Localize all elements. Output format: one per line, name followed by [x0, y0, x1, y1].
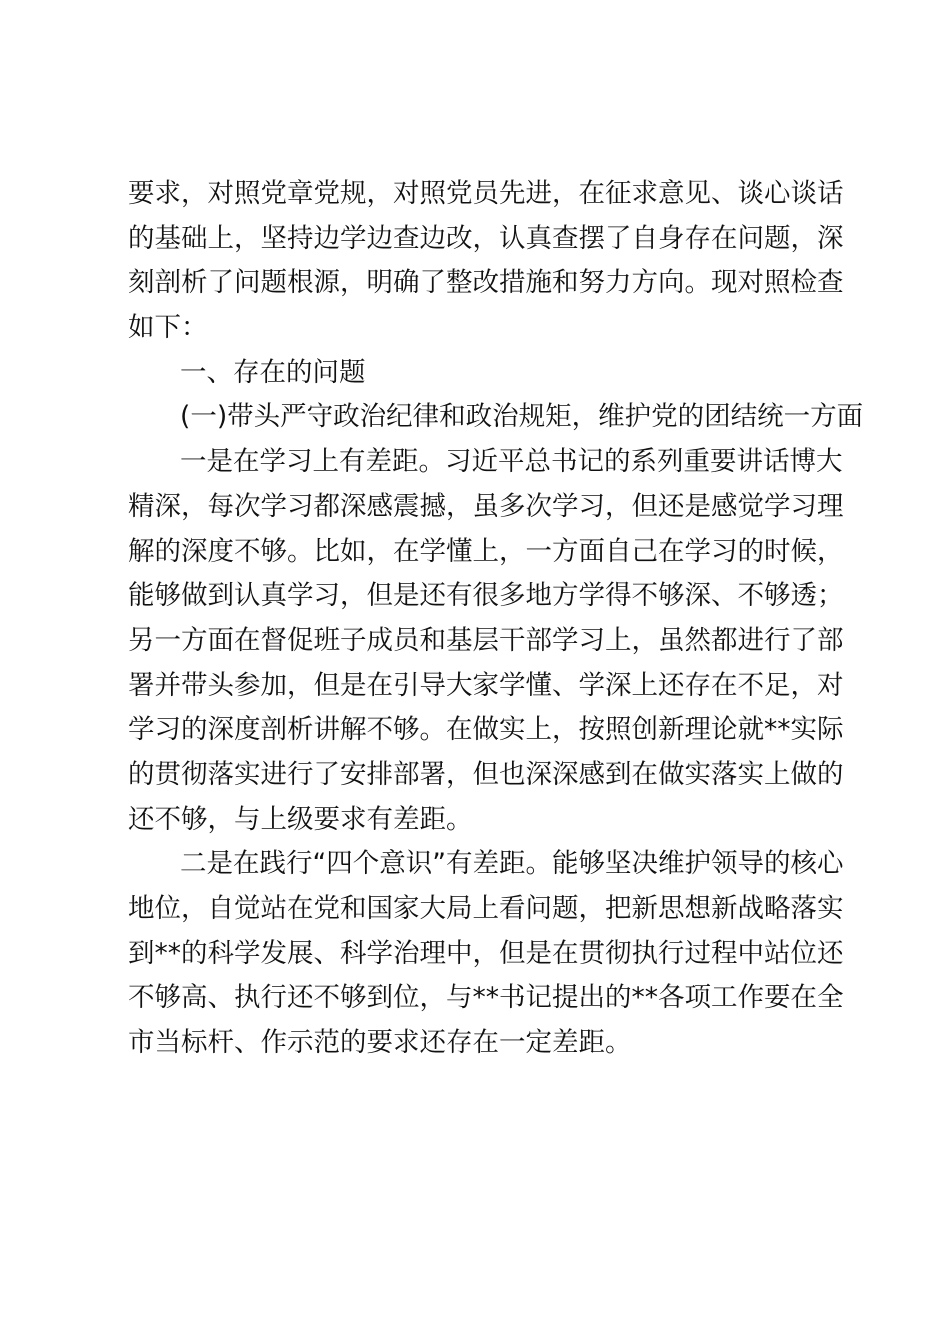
paragraph-line: 市当标杆、作示范的要求还存在一定差距。	[128, 1027, 632, 1059]
paragraph-line: 不够高、执行还不够到位，与**书记提出的**各项工作要在全	[128, 982, 844, 1014]
paragraph-line: 解的深度不够。比如，在学懂上，一方面自己在学习的时候，	[128, 535, 844, 567]
paragraph-line: 的贯彻落实进行了安排部署，但也深深感到在做实落实上做的	[128, 758, 844, 790]
paragraph-line: 还不够，与上级要求有差距。	[128, 803, 473, 835]
paragraph-line: 如下：	[128, 312, 208, 344]
paragraph-line: 精深，每次学习都深感震撼，虽多次学习，但还是感觉学习理	[128, 490, 844, 522]
paragraph-line: 二是在践行“四个意识”有差距。能够坚决维护领导的核心	[180, 848, 844, 880]
section-heading: 一、存在的问题	[180, 356, 366, 388]
paragraph-line: 一是在学习上有差距。习近平总书记的系列重要讲话博大	[180, 446, 843, 478]
paragraph-line: 地位，自觉站在党和国家大局上看问题，把新思想新战略落实	[128, 893, 844, 924]
paragraph-line: 能够做到认真学习，但是还有很多地方学得不够深、不够透；	[128, 580, 844, 612]
paragraph-line: 的基础上，坚持边学边查边改，认真查摆了自身存在问题，深	[128, 222, 844, 254]
paragraph-line: 到**的科学发展、科学治理中，但是在贯彻执行过程中站位还	[128, 937, 844, 969]
paragraph-line: 署并带头参加，但是在引导大家学懂、学深上还存在不足，对	[128, 669, 844, 701]
paragraph-line: 要求，对照党章党规，对照党员先进，在征求意见、谈心谈话	[128, 178, 844, 209]
subsection-heading: (一)带头严守政治纪律和政治规矩，维护党的团结统一方面	[180, 401, 864, 433]
paragraph-line: 另一方面在督促班子成员和基层干部学习上，虽然都进行了部	[128, 624, 844, 656]
paragraph-line: 刻剖析了问题根源，明确了整改措施和努力方向。现对照检查	[128, 267, 844, 299]
paragraph-line: 学习的深度剖析讲解不够。在做实上，按照创新理论就**实际	[128, 714, 844, 746]
document-body	[128, 172, 864, 1066]
